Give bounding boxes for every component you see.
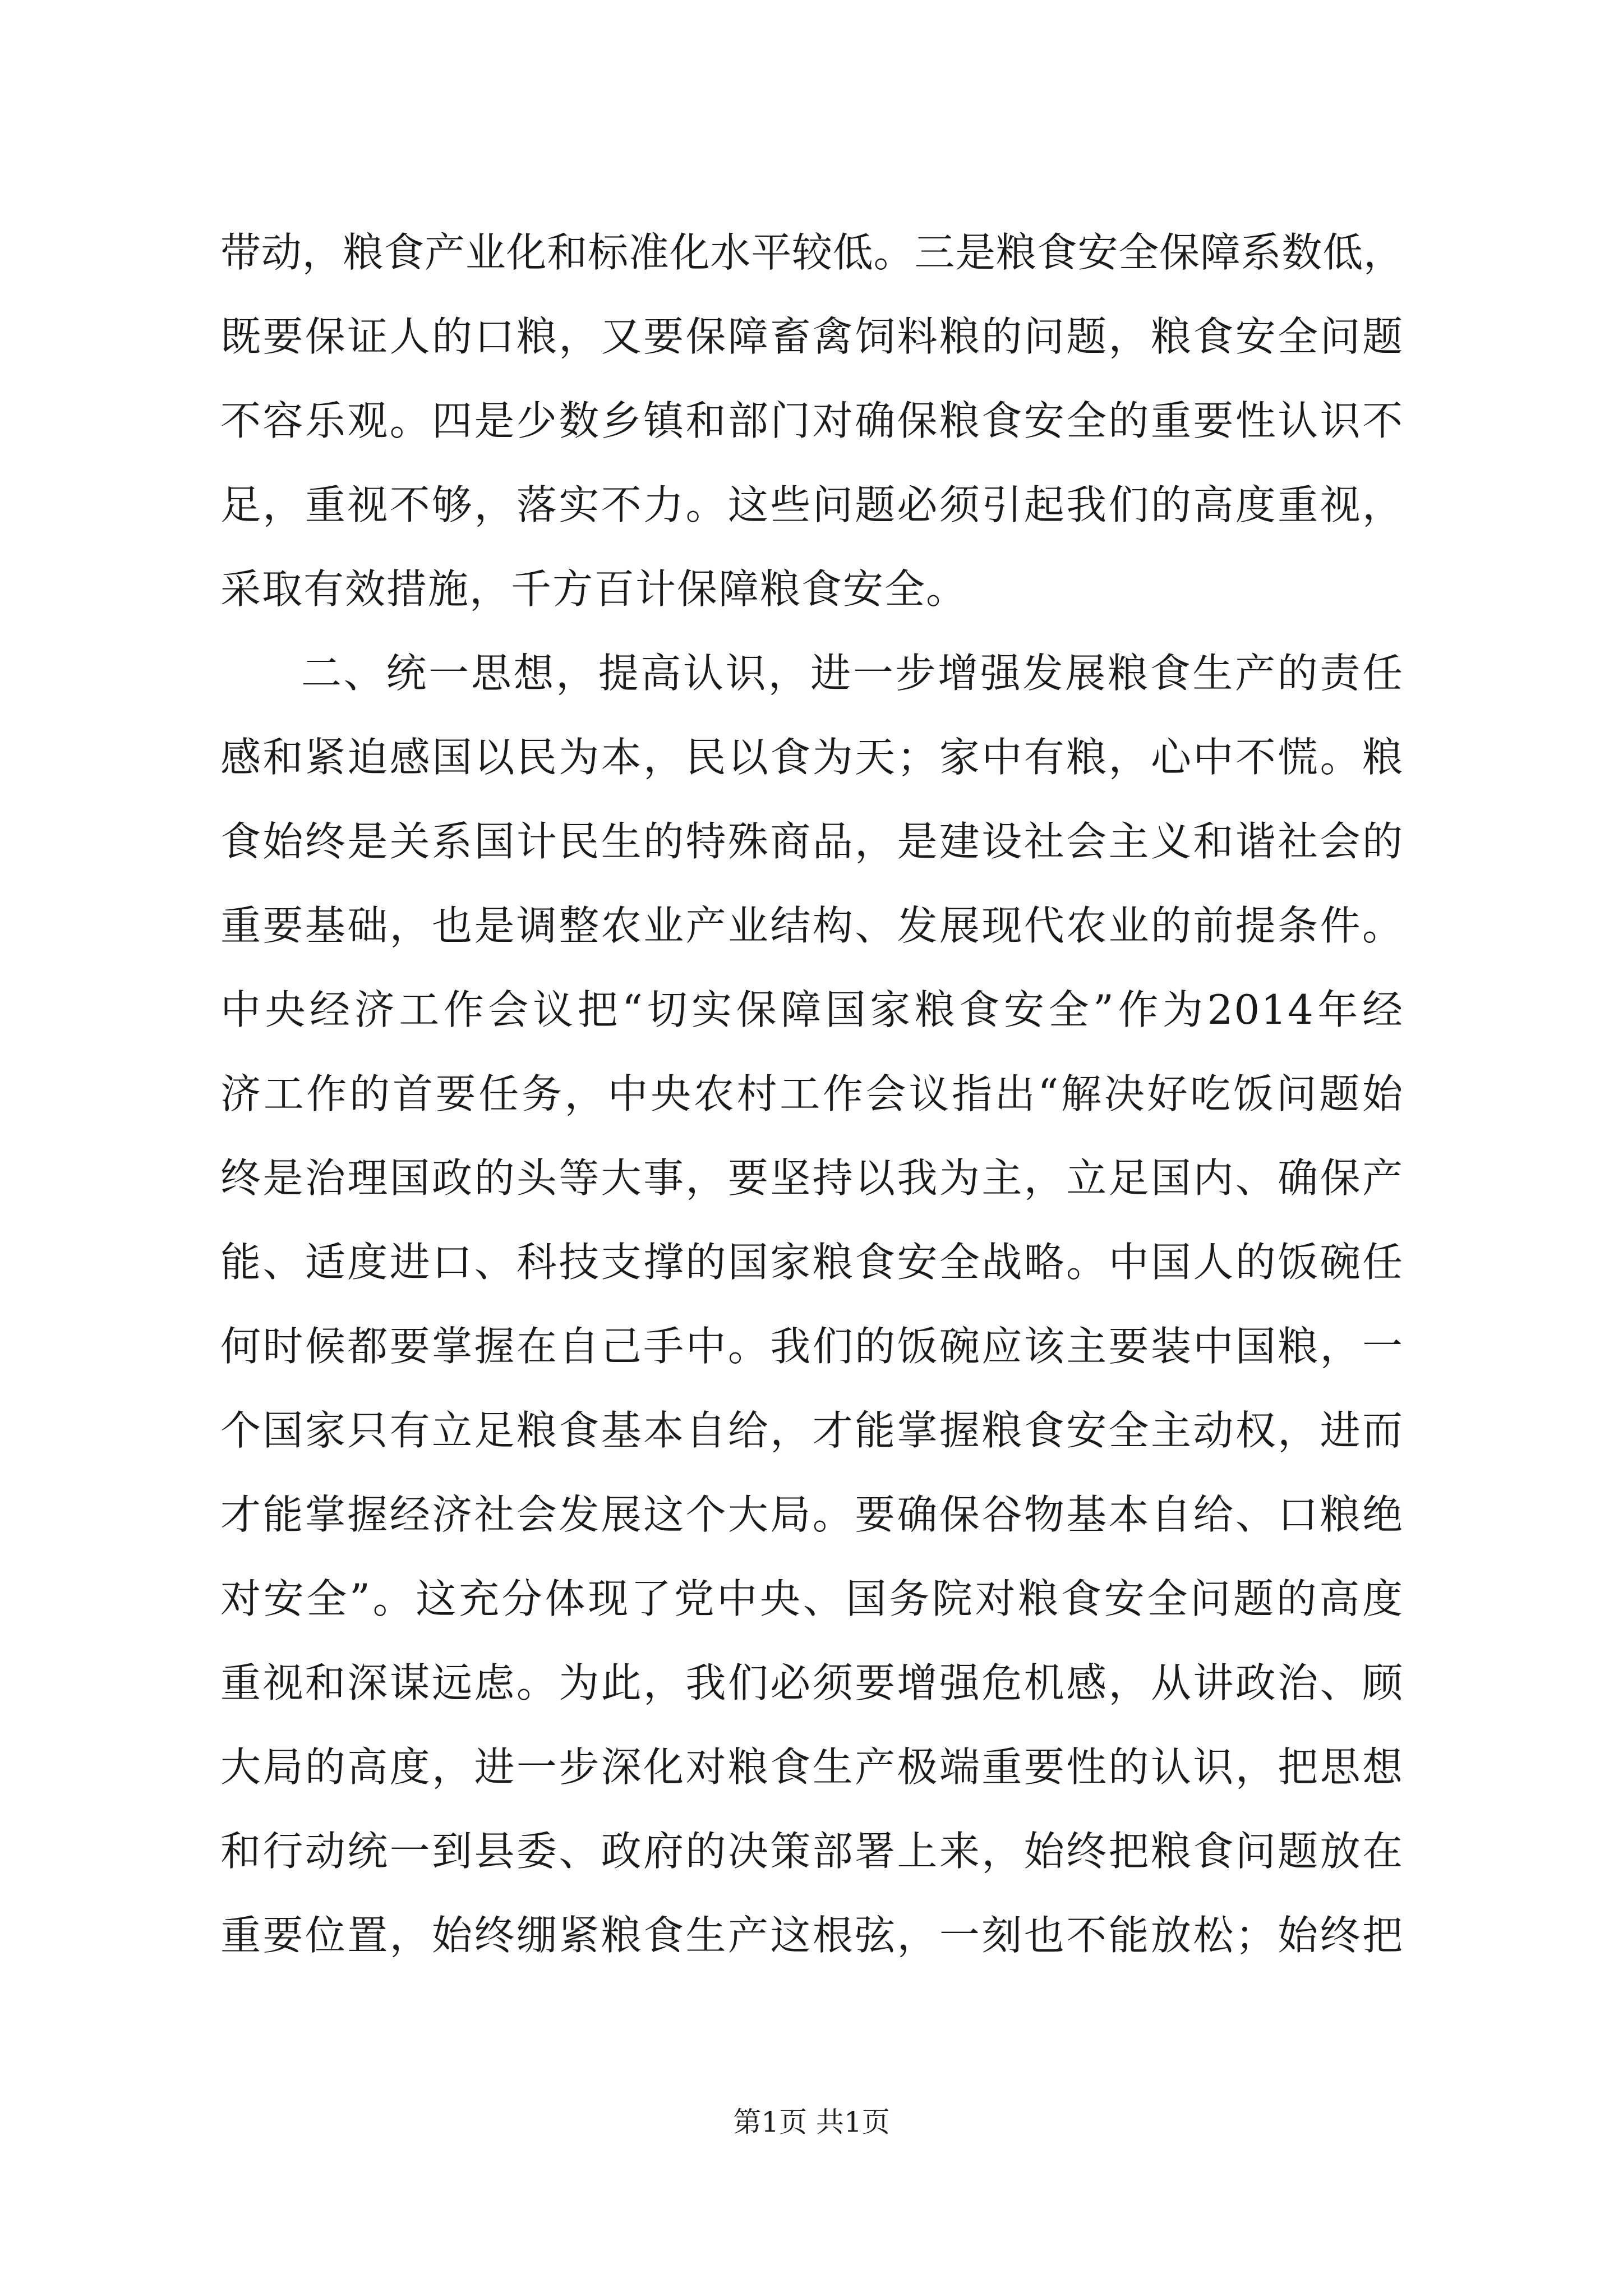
paragraph-2-line-7: 终是治理国政的头等大事，要坚持以我为主，立足国内、确保产 <box>220 1154 1404 1202</box>
paragraph-1-line-3: 不容乐观。四是少数乡镇和部门对确保粮食安全的重要性认识不 <box>220 397 1404 444</box>
paragraph-2-line-10: 个国家只有立足粮食基本自给，才能掌握粮食安全主动权，进而 <box>220 1407 1404 1454</box>
paragraph-2-line-3: 食始终是关系国计民生的特殊商品，是建设社会主义和谐社会的 <box>220 818 1404 865</box>
paragraph-2-line-11: 才能掌握经济社会发展这个大局。要确保谷物基本自给、口粮绝 <box>220 1491 1404 1538</box>
paragraph-2-line-5: 中央经济工作会议把“切实保障国家粮食安全”作为2014年经 <box>220 986 1404 1033</box>
paragraph-2-line-4: 重要基础，也是调整农业产业结构、发展现代农业的前提条件。 <box>220 902 1404 949</box>
paragraph-1-line-5: 采取有效措施，千方百计保障粮食安全。 <box>220 565 968 613</box>
paragraph-1-line-4: 足，重视不够，落实不力。这些问题必须引起我们的高度重视， <box>220 481 1404 528</box>
paragraph-2-line-12: 对安全”。这充分体现了党中央、国务院对粮食安全问题的高度 <box>220 1575 1404 1622</box>
paragraph-2-line-15: 和行动统一到县委、政府的决策部署上来，始终把粮食问题放在 <box>220 1828 1404 1875</box>
paragraph-2-line-8: 能、适度进口、科技支撑的国家粮食安全战略。中国人的饭碗任 <box>220 1239 1404 1286</box>
paragraph-2-line-13: 重视和深谋远虑。为此，我们必须要增强危机感，从讲政治、顾 <box>220 1659 1404 1706</box>
paragraph-2-line-6: 济工作的首要任务，中央农村工作会议指出“解决好吃饭问题始 <box>220 1070 1404 1117</box>
paragraph-1-line-2: 既要保证人的口粮，又要保障畜禽饲料粮的问题，粮食安全问题 <box>220 313 1404 360</box>
paragraph-1-line-1: 带动，粮食产业化和标准化水平较低。三是粮食安全保障系数低， <box>220 229 1404 276</box>
page-number-label: 第1页 共1页 <box>733 2106 890 2138</box>
paragraph-2-line-14: 大局的高度，进一步深化对粮食生产极端重要性的认识，把思想 <box>220 1743 1404 1791</box>
paragraph-2-line-2: 感和紧迫感国以民为本，民以食为天；家中有粮，心中不慌。粮 <box>220 734 1404 781</box>
paragraph-2-line-9: 何时候都要掌握在自己手中。我们的饭碗应该主要装中国粮，一 <box>220 1323 1404 1370</box>
page-footer <box>0 2102 1623 2142</box>
paragraph-2-line-1: 二、统一思想，提高认识，进一步增强发展粮食生产的责任 <box>301 650 1404 697</box>
paragraph-2-line-16: 重要位置，始终绷紧粮食生产这根弦，一刻也不能放松；始终把 <box>220 1912 1404 1959</box>
